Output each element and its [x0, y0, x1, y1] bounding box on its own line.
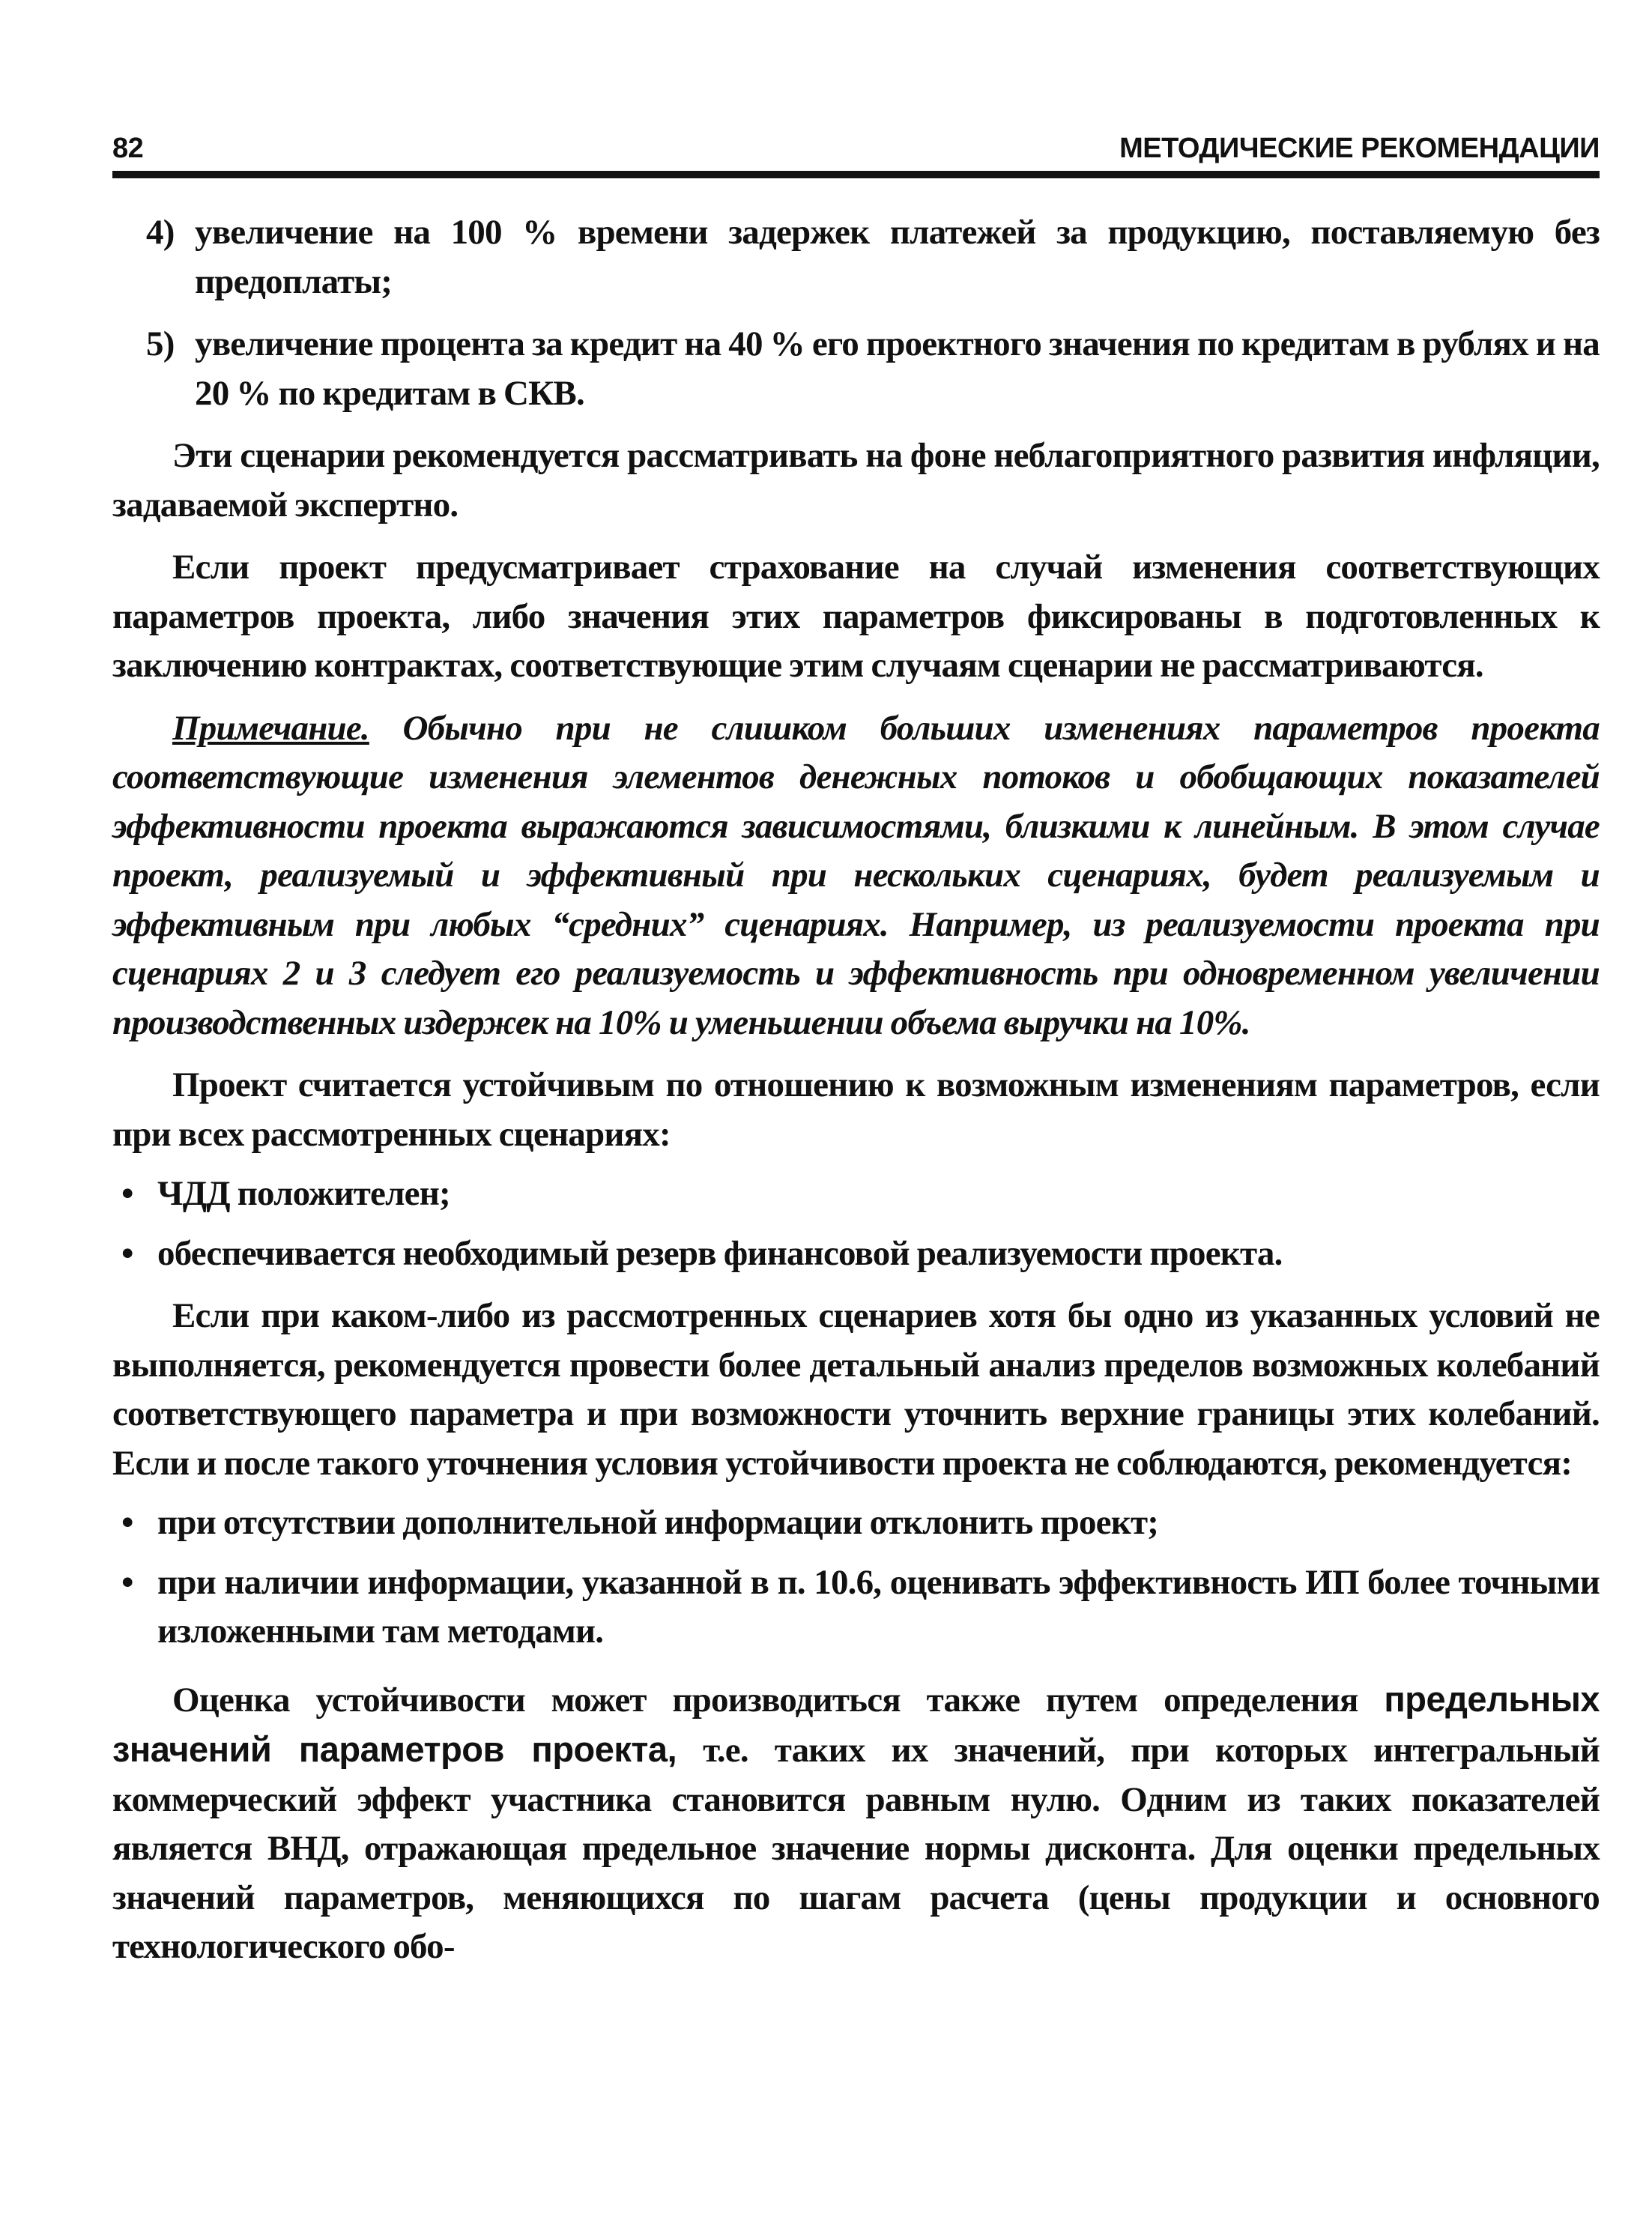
document-page: [112, 120, 1600, 1972]
list-item-text: при отсутствии дополнительной информации отклонить проект;: [157, 1503, 1159, 1542]
bullet-icon: •: [121, 1503, 133, 1542]
list-item-text: ЧДД положителен;: [157, 1174, 450, 1213]
enum-number: 5): [146, 324, 175, 363]
list-item-recommendation: [112, 1558, 1600, 1657]
limit-values-text-end: т.е. таких их значений, при которых интегральный коммерческий эффект участника становится равным нулю. Одним из таких показателей является ВНД, отражающая предельное значение нормы дисконта. Для оценки предельных значений параметров, меняющихся по шагам расчета (цены продукции и основного технологического обо-: [112, 1731, 1600, 1966]
running-title: МЕТОДИЧЕСКИЕ РЕКОМЕНДАЦИИ: [1119, 133, 1600, 164]
bullet-icon: •: [121, 1233, 133, 1273]
enum-text: увеличение на 100 % времени задержек платежей за продукцию, поставляемую без предоплаты;: [195, 213, 1600, 301]
page-header: [112, 120, 1600, 165]
enum-item: [112, 208, 1600, 306]
paragraph-scenarios-background: Эти сценарии рекомендуется рассматривать на фоне неблагоприятного развития инфляции, задаваемой экспертно.: [112, 436, 1600, 524]
limit-values-term: предельных значений параметров проекта,: [112, 1678, 1600, 1769]
list-item-condition: [112, 1230, 1600, 1279]
bullet-icon: •: [121, 1562, 133, 1602]
note-text: Обычно при не слишком больших изменениях параметров проекта соответствующие изменения элементов денежных потоков и обобщающих показателей эффективности проекта выражаются зависимостями, близкими к линейным. В этом случае проект, реализуемый и эффективный при нескольких сценариях, будет реализуемым и эффективным при любых “средних” сценариях. Например, из реализуемости проекта при сценариях 2 и 3 следует его реализуемость и эффективность при одновременном увеличении производственных издержек на 10% и уменьшении объема выручки на 10%.: [112, 708, 1600, 1042]
paragraph-stability-definition: Проект считается устойчивым по отношению к возможным изменениям параметров, если при всех рассмотренных сценариях:: [112, 1065, 1600, 1154]
paragraph-insurance: Если проект предусматривает страхование на случай изменения соответствующих параметров проекта, либо значения этих параметров фиксированы в подготовленных к заключению контрактах, соответствующие этим случаям сценарии не рассматриваются.: [112, 548, 1600, 685]
note-paragraph: [112, 704, 1600, 1048]
paragraph-limit-values: [112, 1675, 1600, 1972]
enum-item: [112, 320, 1600, 418]
header-rule: [112, 171, 1600, 178]
page-number: 82: [112, 133, 144, 164]
enum-number: 4): [146, 213, 175, 252]
enum-text: увеличение процента за кредит на 40 % его проектного значения по кредитам в рублях и на 20 % по кредитам в СКВ.: [195, 324, 1600, 413]
bullet-icon: •: [121, 1174, 133, 1213]
note-label: Примечание.: [172, 708, 369, 748]
list-item-condition: [112, 1170, 1600, 1219]
list-item-recommendation: [112, 1498, 1600, 1548]
limit-values-text-start: Оценка устойчивости может производиться также путем определения: [172, 1680, 1385, 1720]
list-item-text: обеспечивается необходимый резерв финансовой реализуемости проекта.: [157, 1233, 1283, 1273]
paragraph-if-violated: Если при каком-либо из рассмотренных сценариев хотя бы одно из указанных условий не выполняется, рекомендуется провести более детальный анализ пределов возможных колебаний соответствующего параметра и при возможности уточнить верхние границы этих колебаний. Если и после такого уточнения условия устойчивости проекта не соблюдаются, рекомендуется:: [112, 1296, 1600, 1483]
list-item-text: при наличии информации, указанной в п. 10.6, оценивать эффективность ИП более точными изложенными там методами.: [157, 1562, 1600, 1651]
